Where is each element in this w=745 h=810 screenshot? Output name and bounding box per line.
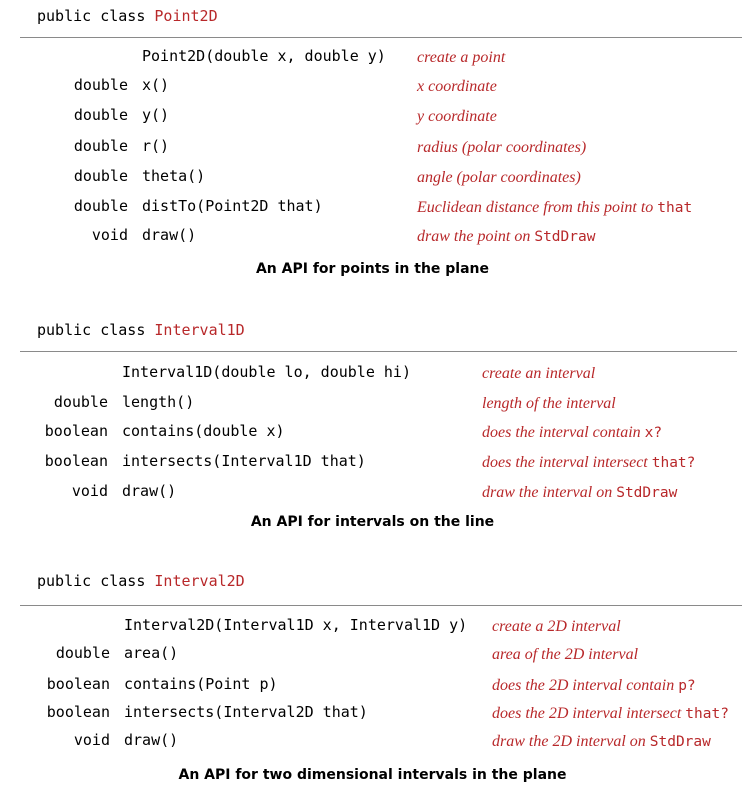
description-text: does the 2D interval contain — [492, 677, 675, 694]
return-type: boolean — [46, 675, 110, 693]
method-signature: intersects(Interval1D that) — [122, 452, 366, 470]
method-row — [0, 393, 745, 415]
method-signature: x() — [142, 76, 170, 94]
description-code: StdDraw — [649, 734, 711, 750]
constructor-signature: Interval1D(double lo, double hi) — [122, 363, 411, 381]
method-row — [0, 76, 745, 98]
class-name: Interval1D — [154, 321, 245, 339]
return-type: double — [73, 106, 128, 124]
description-text: does the interval intersect — [482, 454, 648, 471]
section-caption: An API for two dimensional intervals in the plane — [178, 767, 567, 783]
method-signature: draw() — [142, 226, 197, 244]
constructor-signature: Interval2D(Interval1D x, Interval1D y) — [124, 616, 468, 634]
method-row — [0, 452, 745, 474]
description-code: that — [657, 200, 693, 216]
constructor-description: create a point — [417, 49, 506, 66]
description-code: p? — [678, 678, 696, 694]
method-row — [0, 167, 745, 189]
class-header — [37, 572, 245, 590]
description-text: Euclidean distance from this point to — [417, 199, 654, 216]
method-signature: intersects(Interval2D that) — [124, 703, 368, 721]
constructor-signature: Point2D(double x, double y) — [142, 47, 386, 65]
constructor-row — [0, 616, 745, 638]
return-type: double — [55, 644, 110, 662]
method-row — [0, 137, 745, 159]
method-row — [0, 482, 745, 504]
description-text: draw the 2D interval on — [492, 733, 646, 750]
header-rule — [20, 605, 742, 606]
return-type: boolean — [44, 422, 108, 440]
class-keyword: public class — [37, 572, 146, 590]
return-type: void — [73, 731, 110, 749]
method-description — [492, 733, 711, 751]
description-code: StdDraw — [534, 229, 596, 245]
method-signature: contains(Point p) — [124, 675, 278, 693]
method-signature: y() — [142, 106, 170, 124]
return-type: double — [73, 167, 128, 185]
constructor-row — [0, 47, 745, 69]
description-code: that? — [651, 455, 696, 471]
method-description — [492, 677, 696, 695]
method-description — [417, 199, 692, 217]
method-signature: distTo(Point2D that) — [142, 197, 323, 215]
description-text: does the 2D interval intersect — [492, 705, 682, 722]
method-row — [0, 644, 745, 666]
constructor-row — [0, 363, 745, 385]
return-type: double — [73, 76, 128, 94]
method-signature: contains(double x) — [122, 422, 285, 440]
return-type: double — [73, 197, 128, 215]
header-rule — [20, 351, 737, 352]
return-type: double — [73, 137, 128, 155]
return-type: boolean — [44, 452, 108, 470]
method-row — [0, 675, 745, 697]
description-text: does the interval contain — [482, 424, 641, 441]
constructor-description: create an interval — [482, 365, 596, 382]
description-code: StdDraw — [616, 485, 678, 501]
class-keyword: public class — [37, 7, 146, 25]
class-header — [37, 321, 245, 339]
return-type: void — [91, 226, 128, 244]
method-description: area of the 2D interval — [492, 646, 639, 663]
description-code: x? — [644, 425, 663, 441]
method-description: radius (polar coordinates) — [417, 139, 587, 156]
section-caption: An API for intervals on the line — [250, 514, 495, 530]
class-keyword: public class — [37, 321, 146, 339]
method-signature: length() — [122, 393, 195, 411]
method-description: x coordinate — [417, 78, 497, 95]
method-row — [0, 226, 745, 248]
method-description: angle (polar coordinates) — [417, 169, 581, 186]
return-type: void — [71, 482, 108, 500]
method-row — [0, 422, 745, 444]
class-name: Interval2D — [154, 572, 245, 590]
method-description: y coordinate — [417, 108, 497, 125]
constructor-description: create a 2D interval — [492, 618, 621, 635]
method-signature: draw() — [124, 731, 179, 749]
method-signature: theta() — [142, 167, 206, 185]
method-description — [482, 454, 695, 472]
section-caption: An API for points in the plane — [255, 261, 490, 277]
description-code: that? — [685, 706, 729, 722]
method-signature: r() — [142, 137, 170, 155]
method-description — [482, 424, 662, 442]
method-description: length of the interval — [482, 395, 616, 412]
method-signature: draw() — [122, 482, 177, 500]
method-signature: area() — [124, 644, 179, 662]
method-row — [0, 106, 745, 128]
header-rule — [20, 37, 742, 38]
class-header — [37, 7, 218, 25]
method-description — [492, 705, 729, 723]
return-type: double — [53, 393, 108, 411]
method-row — [0, 197, 745, 219]
class-name: Point2D — [154, 7, 218, 25]
description-text: draw the interval on — [482, 484, 613, 501]
method-row — [0, 731, 745, 753]
method-row — [0, 703, 745, 725]
return-type: boolean — [46, 703, 110, 721]
method-description — [417, 228, 595, 246]
method-description — [482, 484, 677, 502]
description-text: draw the point on — [417, 228, 531, 245]
